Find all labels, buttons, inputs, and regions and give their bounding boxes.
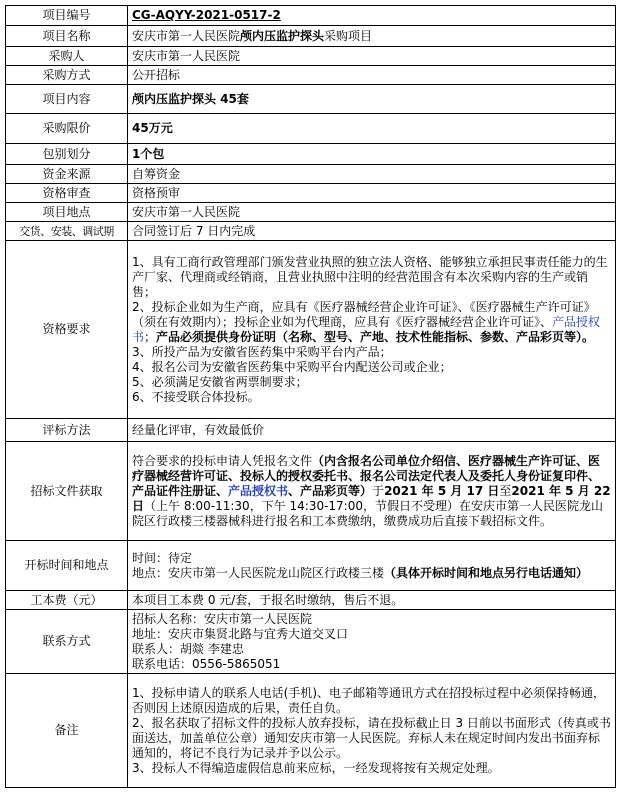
docs-part-4: （上午 8:00-11:30，下午 14:30-17:00，节假日不受理）在安庆市第一人民医院龙山院区行政楼三楼器械科进行报名和工本费缴纳，缴费成功后直接下载招标文件。 (132, 498, 604, 528)
docs-part-3: 至 (499, 483, 512, 498)
docs-authorization-link[interactable]: 产品授权书 (228, 483, 289, 498)
label-project-name: 项目名称 (6, 26, 128, 47)
docs-bold-2: 、产品彩页等） (288, 483, 373, 498)
row-purchaser (6, 47, 616, 66)
row-delivery (6, 222, 616, 241)
value-fee: 本项目工本费 0 元/套，于报名时缴纳，售后不退。 (128, 591, 616, 610)
label-lots: 包别划分 (6, 144, 128, 165)
value-docs (128, 442, 616, 541)
qualification-item-6: 6、不接受联合体投标。 (132, 389, 260, 404)
opening-place-text: 地点：安庆市第一人民医院龙山院区行政楼三楼 (132, 565, 385, 580)
row-project-name (6, 26, 616, 47)
remark-item-2: 2、报名获取了招标文件的投标人放弃投标，请在投标截止日 3 日前以书面形式（传真或书面送达，加盖单位公章）通知安庆市第一人民医院。弃标人未在规定时间内发出书面弃标通知的，将记不良行为记录并予以公示。 (132, 715, 611, 760)
value-lots: 1个包 (128, 144, 616, 165)
contact-address: 地址：安庆市集贤北路与宜秀大道交叉口 (132, 626, 349, 641)
qualification-item-2-text: 2、投标企业如为生产商，应具有《医疗器械经营企业许可证》、《医疗器械生产许可证》（须在有效期内）；投标企业如为代理商，应具有《医疗器械经营企业许可证》、 (132, 299, 596, 329)
value-project-name (128, 26, 616, 47)
docs-date-end: 2021 年 5 月 22 日 (132, 483, 611, 513)
qualification-item-2-bold: 产品必须提供身份证明（名称、型号、产地、技术性能指标、参数、产品彩页等）。 (156, 329, 595, 344)
opening-time: 时间：待定 (132, 550, 193, 565)
value-location: 安庆市第一人民医院 (128, 203, 616, 222)
value-review: 资格预审 (128, 184, 616, 203)
row-location (6, 203, 616, 222)
label-opening: 开标时间和地点 (6, 541, 128, 591)
label-project-no: 项目编号 (6, 6, 128, 26)
contact-name: 招标人名称：安庆市第一人民医院 (132, 611, 313, 626)
label-funding: 资金来源 (6, 165, 128, 184)
docs-bold-1: （内含报名公司单位介绍信、医疗器械生产许可证、医疗器械经营许可证、投标人的授权委托书、报名公司法定代表人及委托人身份证复印件、产品证件注册证、 (132, 453, 601, 498)
label-purchaser: 采购人 (6, 47, 128, 66)
qualification-item-1: 1、具有工商行政管理部门颁发营业执照的独立法人资格、能够独立承担民事责任能力的生产厂家、代理商或经销商，且营业执照中注明的经营范围含有本次采购内容的生产或销售； (132, 254, 608, 299)
row-content (6, 85, 616, 114)
project-name-bold: 颅内压监护探头 (240, 28, 325, 43)
docs-date-start: 2021 年 5 月 17 日 (384, 483, 500, 498)
value-evaluation: 经量化评审，有效最低价 (128, 419, 616, 442)
value-content: 颅内压监护探头 45套 (128, 85, 616, 114)
label-content: 项目内容 (6, 85, 128, 114)
label-remarks: 备注 (6, 674, 128, 788)
label-fee: 工本费（元） (6, 591, 128, 610)
value-purchaser: 安庆市第一人民医院 (128, 47, 616, 66)
value-project-no: CG-AQYY-2021-0517-2 (128, 6, 616, 26)
label-limit: 采购限价 (6, 114, 128, 144)
remark-item-1: 1、投标申请人的联系人电话(手机)、电子邮箱等通讯方式在招投标过程中必须保持畅通，否则因上述原因造成的后果，责任自负。 (132, 685, 606, 715)
row-evaluation (6, 419, 616, 442)
label-contact: 联系方式 (6, 610, 128, 674)
row-review (6, 184, 616, 203)
row-method (6, 66, 616, 85)
value-qualification (128, 241, 616, 419)
row-contact (6, 610, 616, 674)
opening-place (132, 566, 611, 581)
value-remarks (128, 674, 616, 788)
project-name-suffix: 采购项目 (324, 28, 373, 43)
label-review: 资格审查 (6, 184, 128, 203)
label-docs: 招标文件获取 (6, 442, 128, 541)
docs-part-1: 符合要求的投标申请人凭报名文件 (132, 453, 313, 468)
project-name-prefix: 安庆市第一人民医院 (132, 28, 241, 43)
qualification-item-5: 5、必须满足安徽省两票制要求； (132, 374, 308, 389)
qualification-item-2-sep: ； (144, 329, 157, 344)
row-fee (6, 591, 616, 610)
authorization-link[interactable]: 产品授权书 (132, 314, 601, 344)
label-location: 项目地点 (6, 203, 128, 222)
label-evaluation: 评标方法 (6, 419, 128, 442)
label-delivery: 交货、安装、调试期 (6, 222, 128, 241)
row-qualification (6, 241, 616, 419)
contact-phone: 联系电话：0556-5865051 (132, 656, 281, 671)
value-limit: 45万元 (128, 114, 616, 144)
contact-people: 联系人：胡燚 李建忠 (132, 641, 244, 656)
value-funding: 自筹资金 (128, 165, 616, 184)
procurement-table (5, 5, 616, 788)
row-project-no (6, 6, 616, 26)
opening-place-note: （具体开标时间和地点另行电话通知） (384, 565, 589, 580)
qualification-item-3: 3、所投产品为安徽省医药集中采购平台内产品； (132, 344, 392, 359)
qualification-item-4: 4、报名公司为安徽省医药集中采购平台内配送公司或企业； (132, 359, 452, 374)
row-docs (6, 442, 616, 541)
value-contact (128, 610, 616, 674)
value-delivery: 合同签订后 7 日内完成 (128, 222, 616, 241)
label-method: 采购方式 (6, 66, 128, 85)
value-opening (128, 541, 616, 591)
remark-item-3: 3、投标人不得编造虚假信息前来应标，一经发现将按有关规定处理。 (132, 760, 500, 775)
row-funding (6, 165, 616, 184)
docs-part-2: 于 (372, 483, 385, 498)
qualification-item-2 (132, 300, 611, 345)
row-limit (6, 114, 616, 144)
row-opening (6, 541, 616, 591)
row-lots (6, 144, 616, 165)
value-method: 公开招标 (128, 66, 616, 85)
label-qualification: 资格要求 (6, 241, 128, 419)
row-remarks (6, 674, 616, 788)
